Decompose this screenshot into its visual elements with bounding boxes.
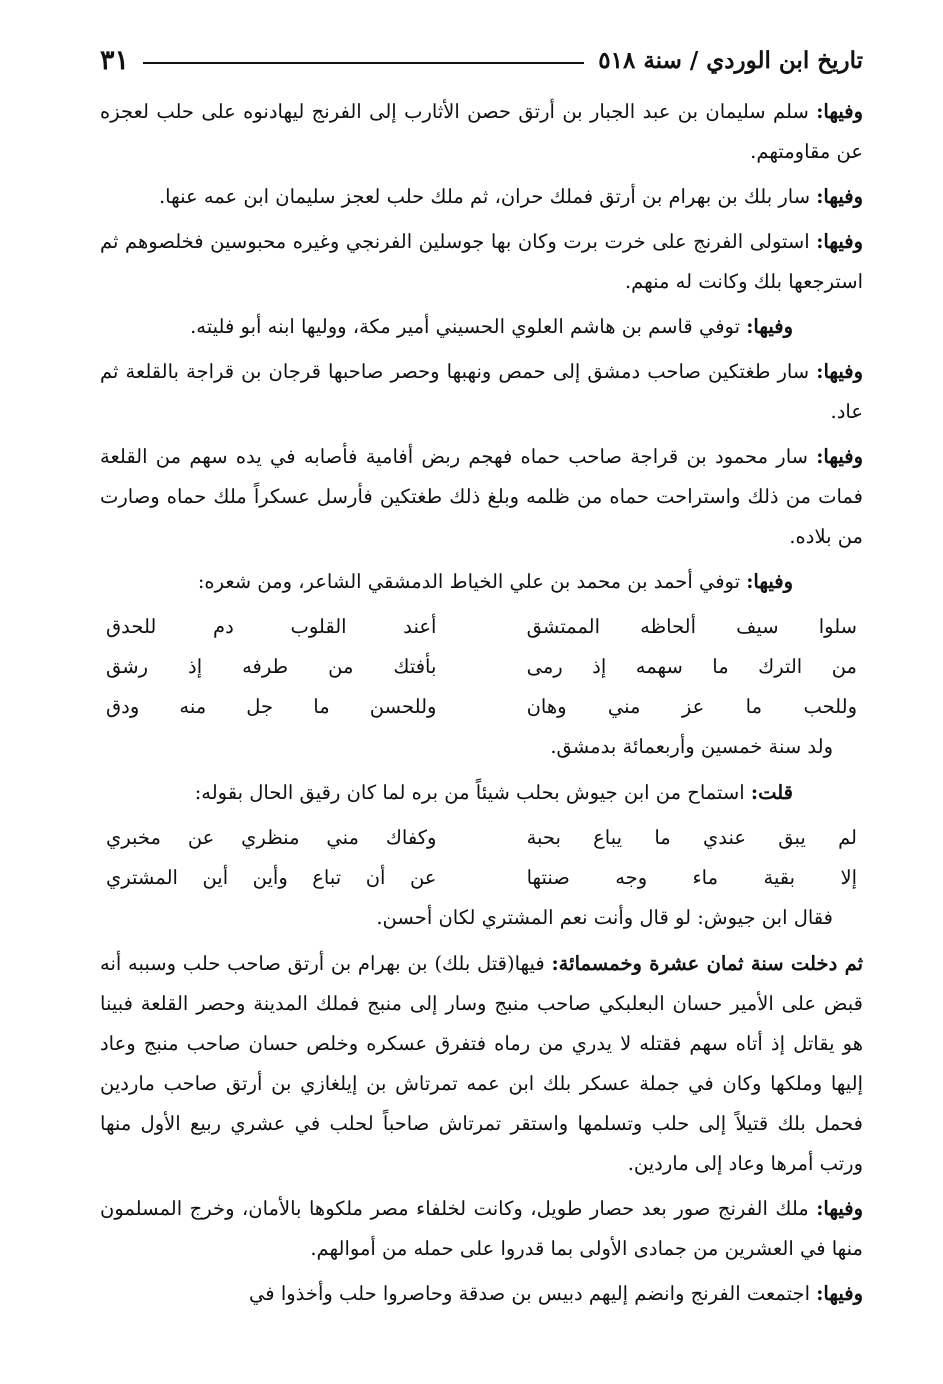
paragraph-text: سار بلك بن بهرام بن أرتق فملك حران، ثم ملك حلب لعجز سليمان ابن عمه عنها.	[158, 185, 817, 208]
verse-line	[100, 687, 863, 727]
verse-line	[100, 607, 863, 647]
paragraph-lead: وفيها:	[816, 1282, 863, 1305]
paragraph-text: فيها(قتل بلك) بن بهرام بن أرتق صاحب حلب وسببه أنه قبض على الأمير حسان البعلبكي صاحب منبج وسار إلى منبج فملك المدينة وحصر القلعة فبينا هو يقاتل إذ أتاه سهم فقتله لا يدري من رماه فتفرق عسكره وخلص حسان صاحب منبج وعاد إليها وملكها وكان في جملة عسكر بلك ابن عمه تمرتاش بن إيلغازي بن أرتق صاحب ماردين فحمل بلك قتيلاً إلى حلب وتسلمها واستقر تمرتاش صاحباً لحلب في عشري ربيع الأول منها ورتب أمرها وعاد إلى ماردين.	[100, 952, 863, 1175]
verse-second-hemistich: بأفتك من طرفه إذ رشق	[106, 655, 437, 678]
running-title: تاريخ ابن الوردي / سنة ٥١٨	[598, 47, 863, 74]
verse-second-hemistich: وللحسن ما جل منه ودق	[106, 695, 437, 718]
verse-line	[100, 858, 863, 898]
paragraph-text: سار طغتكين صاحب دمشق إلى حمص ونهبها وحصر صاحبها قرجان بن قراجة بالقلعة ثم عاد.	[100, 360, 863, 423]
running-header	[100, 30, 863, 78]
paragraph-9	[100, 944, 863, 1184]
header-rule	[143, 62, 584, 64]
verse-second-hemistich: أعند القلوب دم للحدق	[106, 615, 437, 638]
verse-first-hemistich: إلا بقية ماء وجه صنتها	[526, 866, 857, 889]
poem-1	[100, 607, 863, 727]
poem-2-note: فقال ابن جيوش: لو قال وأنت نعم المشتري لكان أحسن.	[376, 906, 833, 929]
paragraph-lead: قلت:	[750, 781, 793, 804]
section-heading: ثم دخلت سنة ثمان عشرة وخمسمائة:	[551, 952, 863, 975]
poem-1-note: ولد سنة خمسين وأربعمائة بدمشق.	[550, 735, 833, 758]
verse-line	[100, 818, 863, 858]
paragraph-10	[100, 1189, 863, 1269]
paragraph-lead: وفيها:	[746, 570, 793, 593]
paragraph-text: اجتمعت الفرنج وانضم إليهم دبيس بن صدقة وحاصروا حلب وأخذوا في	[249, 1282, 817, 1305]
paragraph-2	[100, 177, 863, 217]
paragraph-8	[100, 773, 863, 813]
paragraph-text: توفي أحمد بن محمد بن علي الخياط الدمشقي الشاعر، ومن شعره:	[197, 570, 747, 593]
verse-line	[100, 647, 863, 687]
paragraph-text: استولى الفرنج على خرت برت وكان بها جوسلين الفرنجي وغيره محبوسين فخلصوهم ثم استرجعها بلك وكانت له منهم.	[100, 230, 863, 293]
verse-second-hemistich: وكفاك مني منظري عن مخبري	[106, 826, 437, 849]
paragraph-4	[100, 307, 863, 347]
poem-2	[100, 818, 863, 898]
paragraph-text: توفي قاسم بن هاشم العلوي الحسيني أمير مكة، ووليها ابنه أبو فليته.	[190, 315, 747, 338]
paragraph-11	[100, 1274, 863, 1314]
paragraph-text: سلم سليمان بن عبد الجبار بن أرتق حصن الأثارب إلى الفرنج ليهادنوه على حلب لعجزه عن مقاومتهم.	[100, 100, 863, 163]
paragraph-3	[100, 222, 863, 302]
page-body	[100, 92, 863, 1314]
paragraph-lead: وفيها:	[746, 315, 793, 338]
verse-first-hemistich: وللحب ما عز مني وهان	[526, 695, 857, 718]
verse-first-hemistich: من الترك ما سهمه إذ رمى	[526, 655, 857, 678]
paragraph-text: استماح من ابن جيوش بحلب شيئاً من بره لما كان رقيق الحال بقوله:	[194, 781, 751, 804]
verse-first-hemistich: لم يبق عندي ما يباع بحبة	[526, 826, 857, 849]
paragraph-lead: وفيها:	[816, 445, 863, 468]
verse-first-hemistich: سلوا سيف ألحاظه الممتشق	[526, 615, 857, 638]
paragraph-7	[100, 562, 863, 602]
page-number: ٣١	[100, 45, 130, 76]
paragraph-lead: وفيها:	[816, 100, 863, 123]
paragraph-lead: وفيها:	[816, 1197, 863, 1220]
verse-second-hemistich: عن أن تباع وأين أين المشتري	[106, 866, 437, 889]
paragraph-6	[100, 437, 863, 557]
paragraph-text: سار محمود بن قراجة صاحب حماه فهجم ربض أفامية فأصابه في يده سهم من القلعة فمات من ذلك واستراحت حماه من ظلمه وبلغ ذلك طغتكين فأرسل عسكراً ملك حماه وصارت من بلاده.	[100, 445, 863, 548]
paragraph-5	[100, 352, 863, 432]
paragraph-lead: وفيها:	[816, 185, 863, 208]
paragraph-text: ملك الفرنج صور بعد حصار طويل، وكانت لخلفاء مصر ملكوها بالأمان، وخرج المسلمون منها في العشرين من جمادى الأولى بما قدروا على حمله من أموالهم.	[100, 1197, 863, 1260]
paragraph-1	[100, 92, 863, 172]
paragraph-lead: وفيها:	[816, 360, 864, 383]
paragraph-lead: وفيها:	[816, 230, 863, 253]
